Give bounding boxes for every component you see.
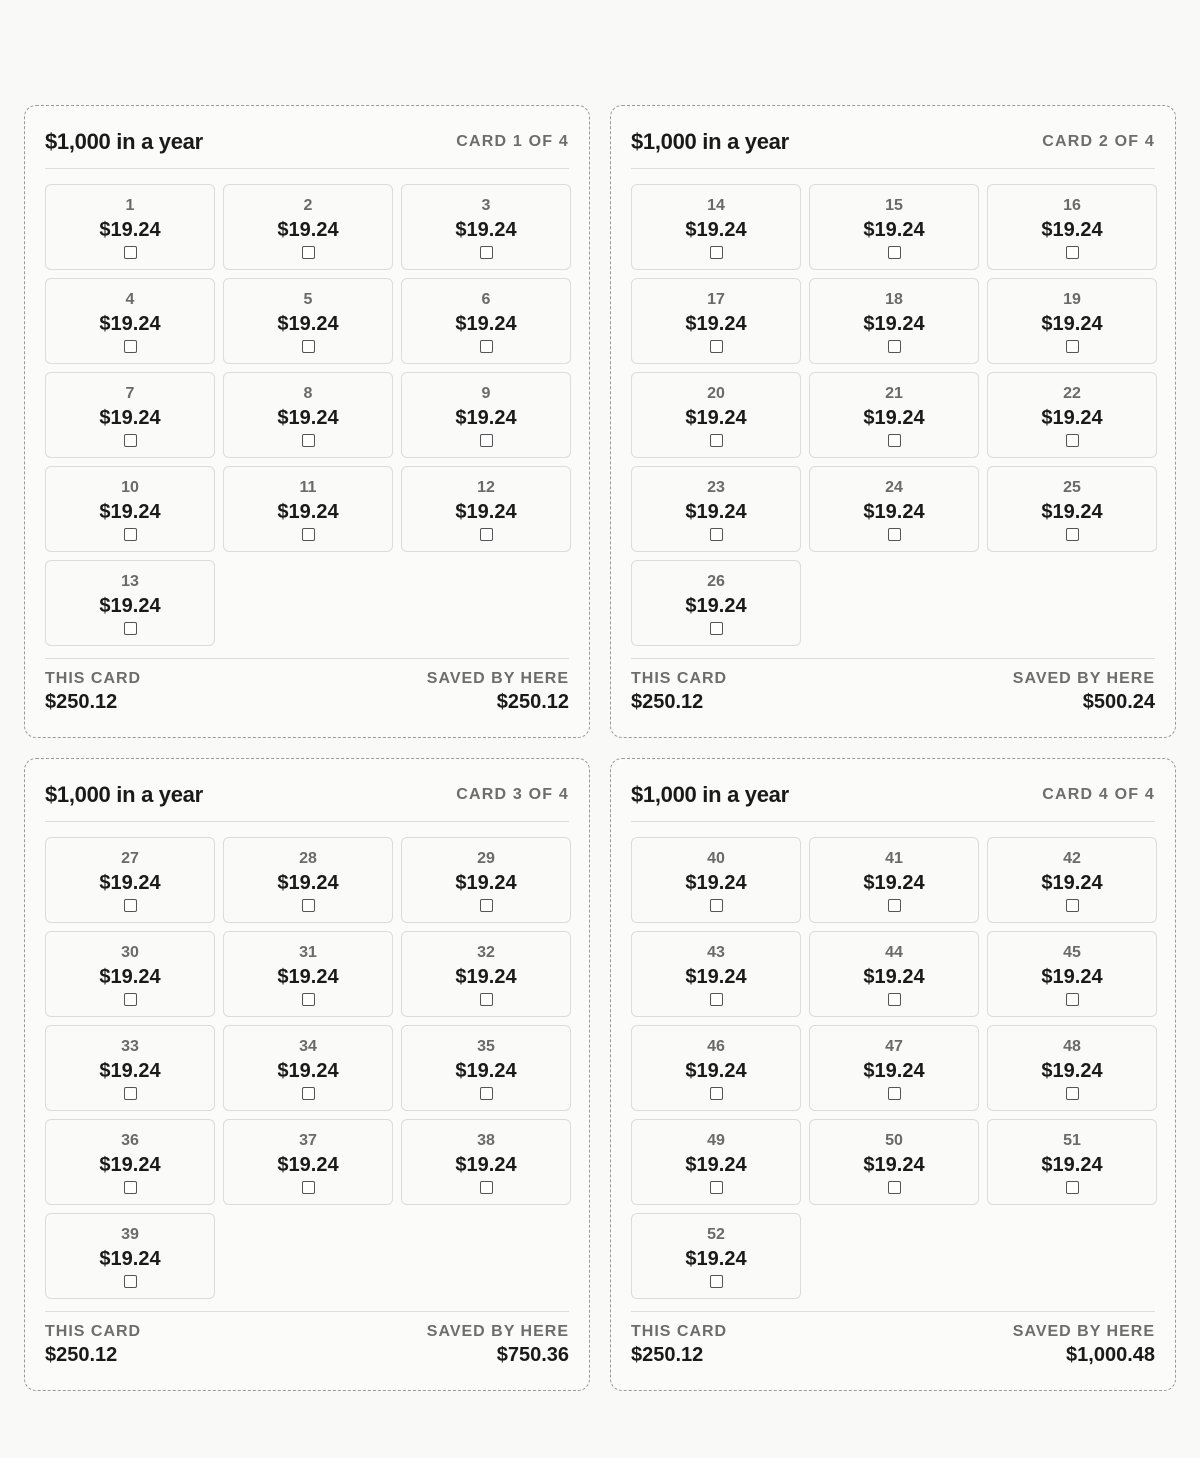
deposit-amount: $19.24 [1041, 313, 1103, 335]
deposit-week-number: 19 [1063, 291, 1081, 308]
deposit-cell [987, 372, 1157, 458]
deposit-checkbox[interactable] [124, 528, 137, 541]
deposit-checkbox[interactable] [480, 1181, 493, 1194]
deposit-amount: $19.24 [277, 966, 339, 988]
deposit-checkbox[interactable] [710, 899, 723, 912]
deposit-week-number: 21 [885, 385, 903, 402]
deposit-week-number: 43 [707, 944, 725, 961]
deposit-cell [631, 372, 801, 458]
savings-card [610, 105, 1176, 738]
deposit-checkbox[interactable] [480, 246, 493, 259]
deposit-week-number: 16 [1063, 197, 1081, 214]
deposit-amount: $19.24 [863, 501, 925, 523]
deposit-week-number: 9 [481, 385, 491, 402]
this-card-total [45, 669, 141, 715]
deposit-cell [223, 372, 393, 458]
card-title: $1,000 in a year [45, 782, 203, 807]
card-title: $1,000 in a year [631, 129, 789, 154]
savings-card [24, 105, 590, 738]
deposit-cell [987, 466, 1157, 552]
deposit-cell [631, 184, 801, 270]
deposit-amount: $19.24 [685, 1248, 747, 1270]
deposit-amount: $19.24 [863, 219, 925, 241]
deposit-amount: $19.24 [863, 407, 925, 429]
deposit-cell [809, 466, 979, 552]
deposit-amount: $19.24 [1041, 1060, 1103, 1082]
deposit-cell [223, 837, 393, 923]
deposit-checkbox[interactable] [480, 528, 493, 541]
deposit-week-number: 33 [121, 1038, 139, 1055]
deposit-cell [987, 278, 1157, 364]
deposit-amount: $19.24 [1041, 501, 1103, 523]
savings-cards-sheet [24, 105, 1176, 1391]
deposit-grid [631, 184, 1155, 646]
deposit-amount: $19.24 [685, 501, 747, 523]
deposit-cell [631, 1025, 801, 1111]
deposit-checkbox[interactable] [480, 1087, 493, 1100]
deposit-checkbox[interactable] [710, 340, 723, 353]
deposit-cell [45, 466, 215, 552]
deposit-amount: $19.24 [455, 872, 517, 894]
deposit-amount: $19.24 [277, 872, 339, 894]
deposit-checkbox[interactable] [710, 622, 723, 635]
deposit-week-number: 10 [121, 479, 139, 496]
deposit-amount: $19.24 [685, 407, 747, 429]
this-card-label: THIS CARD [45, 1323, 142, 1340]
deposit-week-number: 45 [1063, 944, 1081, 961]
deposit-checkbox[interactable] [480, 993, 493, 1006]
deposit-checkbox[interactable] [888, 899, 901, 912]
deposit-week-number: 28 [299, 850, 317, 867]
deposit-cell [223, 184, 393, 270]
deposit-amount: $19.24 [99, 1060, 161, 1082]
deposit-amount: $19.24 [277, 1154, 339, 1176]
deposit-cell [45, 1213, 215, 1299]
deposit-cell [987, 1119, 1157, 1205]
deposit-grid [45, 184, 569, 646]
deposit-cell [45, 837, 215, 923]
deposit-amount: $19.24 [277, 407, 339, 429]
card-header [45, 106, 569, 169]
deposit-cell [223, 278, 393, 364]
deposit-checkbox[interactable] [480, 340, 493, 353]
deposit-amount: $19.24 [863, 1154, 925, 1176]
deposit-cell [45, 931, 215, 1017]
deposit-week-number: 41 [885, 850, 903, 867]
deposit-checkbox[interactable] [888, 1181, 901, 1194]
saved-by-here-total [427, 669, 569, 715]
this-card-value: $250.12 [631, 691, 704, 713]
deposit-amount: $19.24 [685, 1060, 747, 1082]
deposit-cell [987, 931, 1157, 1017]
deposit-week-number: 7 [125, 385, 135, 402]
deposit-amount: $19.24 [277, 501, 339, 523]
deposit-week-number: 22 [1063, 385, 1081, 402]
deposit-week-number: 31 [299, 944, 317, 961]
card-number-label: CARD 2 OF 4 [1042, 133, 1155, 150]
deposit-cell [401, 1119, 571, 1205]
this-card-label: THIS CARD [631, 1323, 728, 1340]
deposit-week-number: 15 [885, 197, 903, 214]
deposit-cell [631, 837, 801, 923]
saved-by-here-label: SAVED BY HERE [426, 670, 569, 687]
deposit-cell [401, 466, 571, 552]
deposit-checkbox[interactable] [302, 1087, 315, 1100]
deposit-amount: $19.24 [1041, 1154, 1103, 1176]
deposit-checkbox[interactable] [302, 993, 315, 1006]
deposit-checkbox[interactable] [1066, 1087, 1079, 1100]
deposit-checkbox[interactable] [124, 1275, 137, 1288]
deposit-cell [631, 1119, 801, 1205]
deposit-amount: $19.24 [455, 407, 517, 429]
deposit-cell [223, 466, 393, 552]
deposit-amount: $19.24 [685, 313, 747, 335]
deposit-amount: $19.24 [1041, 872, 1103, 894]
deposit-week-number: 32 [477, 944, 495, 961]
deposit-checkbox[interactable] [1066, 246, 1079, 259]
deposit-week-number: 26 [707, 573, 725, 590]
card-number-label: CARD 4 OF 4 [1042, 786, 1155, 803]
deposit-week-number: 35 [477, 1038, 495, 1055]
deposit-checkbox[interactable] [1066, 993, 1079, 1006]
deposit-week-number: 20 [707, 385, 725, 402]
deposit-cell [809, 184, 979, 270]
deposit-checkbox[interactable] [480, 899, 493, 912]
saved-by-here-value: $250.12 [496, 691, 569, 713]
deposit-week-number: 50 [885, 1132, 903, 1149]
deposit-amount: $19.24 [455, 313, 517, 335]
deposit-cell [401, 278, 571, 364]
card-header [631, 106, 1155, 169]
deposit-week-number: 42 [1063, 850, 1081, 867]
deposit-checkbox[interactable] [1066, 528, 1079, 541]
deposit-cell [631, 1213, 801, 1299]
deposit-week-number: 48 [1063, 1038, 1081, 1055]
deposit-week-number: 47 [885, 1038, 903, 1055]
deposit-cell [401, 372, 571, 458]
card-footer [631, 658, 1155, 715]
deposit-checkbox[interactable] [302, 340, 315, 353]
deposit-week-number: 14 [707, 197, 725, 214]
deposit-grid [631, 837, 1155, 1299]
this-card-total [631, 1322, 727, 1368]
deposit-cell [45, 372, 215, 458]
deposit-cell [45, 1025, 215, 1111]
deposit-checkbox[interactable] [1066, 1181, 1079, 1194]
deposit-amount: $19.24 [685, 966, 747, 988]
deposit-checkbox[interactable] [302, 434, 315, 447]
deposit-amount: $19.24 [685, 872, 747, 894]
deposit-week-number: 13 [121, 573, 139, 590]
deposit-week-number: 17 [707, 291, 725, 308]
deposit-week-number: 51 [1063, 1132, 1081, 1149]
deposit-amount: $19.24 [99, 872, 161, 894]
saved-by-here-label: SAVED BY HERE [1012, 670, 1155, 687]
deposit-cell [987, 1025, 1157, 1111]
deposit-checkbox[interactable] [1066, 434, 1079, 447]
deposit-amount: $19.24 [277, 313, 339, 335]
deposit-week-number: 25 [1063, 479, 1081, 496]
saved-by-here-value: $1,000.48 [1066, 1344, 1155, 1366]
deposit-week-number: 27 [121, 850, 139, 867]
this-card-total [631, 669, 727, 715]
deposit-amount: $19.24 [99, 219, 161, 241]
deposit-amount: $19.24 [455, 501, 517, 523]
deposit-checkbox[interactable] [710, 528, 723, 541]
this-card-label: THIS CARD [45, 670, 142, 687]
deposit-week-number: 3 [481, 197, 491, 214]
deposit-amount: $19.24 [99, 313, 161, 335]
deposit-amount: $19.24 [1041, 966, 1103, 988]
deposit-week-number: 39 [121, 1226, 139, 1243]
deposit-week-number: 6 [481, 291, 491, 308]
savings-card [610, 758, 1176, 1391]
deposit-cell [631, 278, 801, 364]
deposit-checkbox[interactable] [888, 340, 901, 353]
deposit-cell [631, 560, 801, 646]
deposit-checkbox[interactable] [302, 528, 315, 541]
deposit-amount: $19.24 [99, 595, 161, 617]
deposit-week-number: 49 [707, 1132, 725, 1149]
this-card-value: $250.12 [631, 1344, 704, 1366]
deposit-amount: $19.24 [863, 1060, 925, 1082]
this-card-value: $250.12 [45, 1344, 118, 1366]
card-footer [631, 1311, 1155, 1368]
deposit-week-number: 44 [885, 944, 903, 961]
deposit-week-number: 4 [125, 291, 135, 308]
deposit-amount: $19.24 [277, 1060, 339, 1082]
deposit-amount: $19.24 [99, 407, 161, 429]
deposit-checkbox[interactable] [710, 246, 723, 259]
deposit-cell [631, 466, 801, 552]
card-number-label: CARD 1 OF 4 [456, 133, 569, 150]
deposit-amount: $19.24 [1041, 219, 1103, 241]
deposit-checkbox[interactable] [124, 246, 137, 259]
deposit-cell [401, 931, 571, 1017]
deposit-checkbox[interactable] [710, 434, 723, 447]
card-header [45, 759, 569, 822]
deposit-cell [45, 184, 215, 270]
deposit-amount: $19.24 [685, 1154, 747, 1176]
saved-by-here-total [427, 1322, 569, 1368]
deposit-cell [45, 560, 215, 646]
deposit-week-number: 46 [707, 1038, 725, 1055]
deposit-cell [809, 372, 979, 458]
deposit-checkbox[interactable] [124, 1181, 137, 1194]
deposit-checkbox[interactable] [888, 528, 901, 541]
deposit-cell [45, 1119, 215, 1205]
deposit-checkbox[interactable] [124, 993, 137, 1006]
saved-by-here-label: SAVED BY HERE [426, 1323, 569, 1340]
this-card-value: $250.12 [45, 691, 118, 713]
deposit-checkbox[interactable] [124, 434, 137, 447]
deposit-amount: $19.24 [1041, 407, 1103, 429]
deposit-week-number: 12 [477, 479, 495, 496]
deposit-amount: $19.24 [455, 1060, 517, 1082]
saved-by-here-value: $500.24 [1082, 691, 1155, 713]
deposit-checkbox[interactable] [302, 1181, 315, 1194]
deposit-checkbox[interactable] [480, 434, 493, 447]
card-footer [45, 658, 569, 715]
deposit-week-number: 24 [885, 479, 903, 496]
deposit-amount: $19.24 [863, 872, 925, 894]
deposit-week-number: 40 [707, 850, 725, 867]
deposit-checkbox[interactable] [888, 993, 901, 1006]
deposit-cell [809, 837, 979, 923]
deposit-amount: $19.24 [99, 1248, 161, 1270]
this-card-label: THIS CARD [631, 670, 728, 687]
deposit-week-number: 2 [303, 197, 313, 214]
deposit-checkbox[interactable] [710, 1275, 723, 1288]
deposit-week-number: 36 [121, 1132, 139, 1149]
deposit-amount: $19.24 [99, 501, 161, 523]
card-title: $1,000 in a year [631, 782, 789, 807]
deposit-cell [809, 278, 979, 364]
deposit-checkbox[interactable] [124, 622, 137, 635]
deposit-checkbox[interactable] [302, 246, 315, 259]
deposit-week-number: 38 [477, 1132, 495, 1149]
deposit-week-number: 5 [303, 291, 313, 308]
deposit-amount: $19.24 [863, 313, 925, 335]
deposit-amount: $19.24 [685, 219, 747, 241]
deposit-checkbox[interactable] [124, 899, 137, 912]
deposit-cell [401, 837, 571, 923]
deposit-checkbox[interactable] [710, 1087, 723, 1100]
deposit-cell [809, 1025, 979, 1111]
deposit-week-number: 1 [125, 197, 135, 214]
deposit-checkbox[interactable] [888, 246, 901, 259]
deposit-amount: $19.24 [455, 966, 517, 988]
deposit-checkbox[interactable] [1066, 340, 1079, 353]
deposit-amount: $19.24 [99, 1154, 161, 1176]
deposit-cell [631, 931, 801, 1017]
deposit-checkbox[interactable] [888, 434, 901, 447]
deposit-cell [809, 931, 979, 1017]
saved-by-here-total [1013, 669, 1155, 715]
deposit-cell [987, 184, 1157, 270]
deposit-week-number: 8 [303, 385, 313, 402]
deposit-amount: $19.24 [455, 219, 517, 241]
deposit-week-number: 11 [299, 479, 317, 496]
this-card-total [45, 1322, 141, 1368]
deposit-checkbox[interactable] [302, 899, 315, 912]
deposit-amount: $19.24 [455, 1154, 517, 1176]
card-header [631, 759, 1155, 822]
card-title: $1,000 in a year [45, 129, 203, 154]
deposit-week-number: 30 [121, 944, 139, 961]
deposit-checkbox[interactable] [124, 1087, 137, 1100]
deposit-checkbox[interactable] [710, 993, 723, 1006]
deposit-checkbox[interactable] [888, 1087, 901, 1100]
deposit-amount: $19.24 [685, 595, 747, 617]
deposit-cell [809, 1119, 979, 1205]
savings-card [24, 758, 590, 1391]
deposit-cell [223, 1025, 393, 1111]
deposit-checkbox[interactable] [710, 1181, 723, 1194]
deposit-cell [987, 837, 1157, 923]
deposit-cell [401, 184, 571, 270]
deposit-week-number: 29 [477, 850, 495, 867]
deposit-week-number: 23 [707, 479, 725, 496]
deposit-cell [223, 931, 393, 1017]
saved-by-here-total [1013, 1322, 1155, 1368]
deposit-week-number: 52 [707, 1226, 725, 1243]
deposit-cell [45, 278, 215, 364]
deposit-week-number: 37 [299, 1132, 317, 1149]
card-number-label: CARD 3 OF 4 [456, 786, 569, 803]
deposit-amount: $19.24 [99, 966, 161, 988]
saved-by-here-label: SAVED BY HERE [1012, 1323, 1155, 1340]
deposit-grid [45, 837, 569, 1299]
deposit-checkbox[interactable] [124, 340, 137, 353]
deposit-week-number: 34 [299, 1038, 317, 1055]
deposit-week-number: 18 [885, 291, 903, 308]
saved-by-here-value: $750.36 [496, 1344, 569, 1366]
deposit-cell [401, 1025, 571, 1111]
deposit-amount: $19.24 [277, 219, 339, 241]
card-footer [45, 1311, 569, 1368]
deposit-amount: $19.24 [863, 966, 925, 988]
deposit-cell [223, 1119, 393, 1205]
deposit-checkbox[interactable] [1066, 899, 1079, 912]
